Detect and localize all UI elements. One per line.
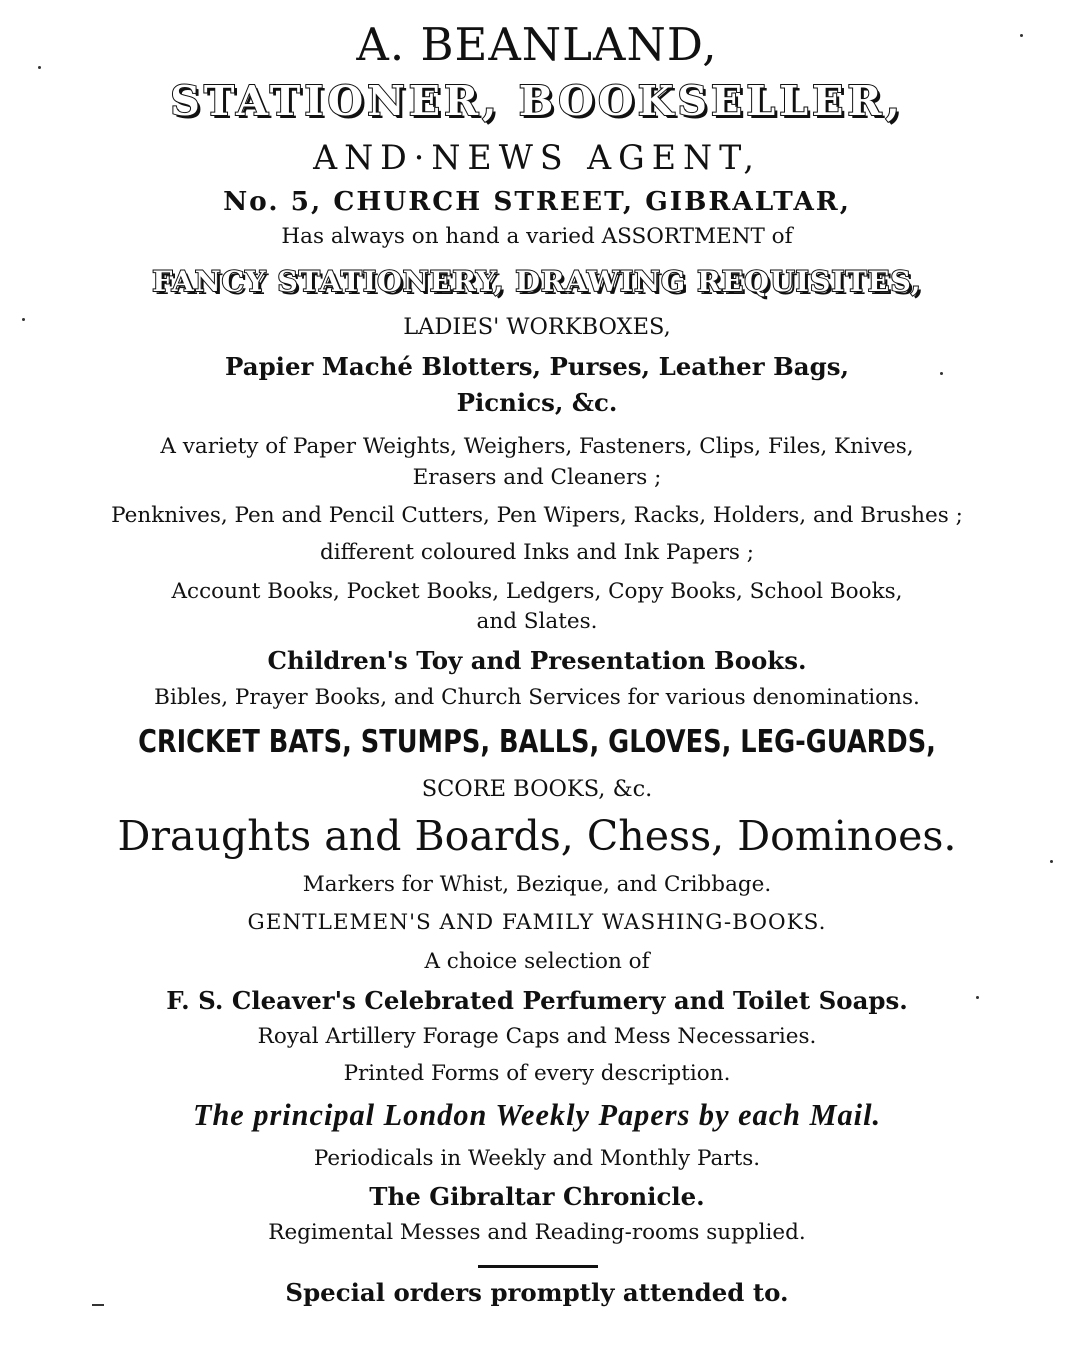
cricket-line: CRICKET BATS, STUMPS, BALLS, GLOVES, LEG-GUARDS, xyxy=(138,724,936,760)
chronicle-line: The Gibraltar Chronicle. xyxy=(369,1182,705,1211)
cleaver-perfumery-line: F. S. Cleaver's Celebrated Perfumery and Toilet Soaps. xyxy=(166,986,908,1015)
washing-books-line: GENTLEMEN'S AND FAMILY WASHING-BOOKS. xyxy=(247,910,827,935)
divider-rule xyxy=(478,1265,598,1268)
print-speck xyxy=(92,1304,104,1306)
print-speck xyxy=(22,318,25,321)
print-speck xyxy=(940,372,943,375)
penknives-line: Penknives, Pen and Pencil Cutters, Pen Wipers, Racks, Holders, and Brushes ; xyxy=(111,503,963,528)
erasers-line: Erasers and Cleaners ; xyxy=(412,465,662,490)
special-orders-line: Special orders promptly attended to. xyxy=(285,1278,789,1307)
address-line: No. 5, CHURCH STREET, GIBRALTAR, xyxy=(223,186,851,217)
news-agent-line: AND·NEWS AGENT, xyxy=(313,138,761,177)
proprietor-name: A. BEANLAND, xyxy=(356,18,718,71)
london-papers-line: The principal London Weekly Papers by each Mail. xyxy=(192,1098,882,1132)
workboxes-line: LADIES' WORKBOXES, xyxy=(403,314,671,340)
print-speck xyxy=(976,996,979,999)
artillery-line: Royal Artillery Forage Caps and Mess Necessaries. xyxy=(257,1024,817,1049)
fancy-stationery-heading: FANCY STATIONERY, DRAWING REQUISITES, xyxy=(152,264,922,298)
print-speck xyxy=(1020,34,1023,37)
choice-selection-line: A choice selection of xyxy=(424,949,650,974)
messes-line: Regimental Messes and Reading-rooms supplied. xyxy=(268,1220,806,1245)
periodicals-line: Periodicals in Weekly and Monthly Parts. xyxy=(313,1146,761,1171)
picnics-line: Picnics, &c. xyxy=(456,388,618,417)
score-books-line: SCORE BOOKS, &c. xyxy=(421,776,653,802)
paper-weights-line: A variety of Paper Weights, Weighers, Fasteners, Clips, Files, Knives, xyxy=(160,434,914,459)
books-line: Account Books, Pocket Books, Ledgers, Copy Books, School Books, xyxy=(171,579,903,604)
inks-line: different coloured Inks and Ink Papers ; xyxy=(319,540,755,565)
markers-line: Markers for Whist, Bezique, and Cribbage. xyxy=(302,872,772,897)
blotters-line: Papier Maché Blotters, Purses, Leather Bags, xyxy=(225,352,849,381)
assortment-intro: Has always on hand a varied ASSORTMENT of xyxy=(281,224,793,249)
childrens-books-line: Children's Toy and Presentation Books. xyxy=(267,646,807,675)
print-speck xyxy=(1050,860,1053,863)
slates-line: and Slates. xyxy=(476,609,598,634)
draughts-line: Draughts and Boards, Chess, Dominoes. xyxy=(117,812,957,860)
print-speck xyxy=(38,66,41,69)
printed-forms-line: Printed Forms of every description. xyxy=(343,1061,731,1086)
bibles-line: Bibles, Prayer Books, and Church Services for various denominations. xyxy=(154,685,920,710)
trades-heading: STATIONER, BOOKSELLER, xyxy=(170,76,904,125)
